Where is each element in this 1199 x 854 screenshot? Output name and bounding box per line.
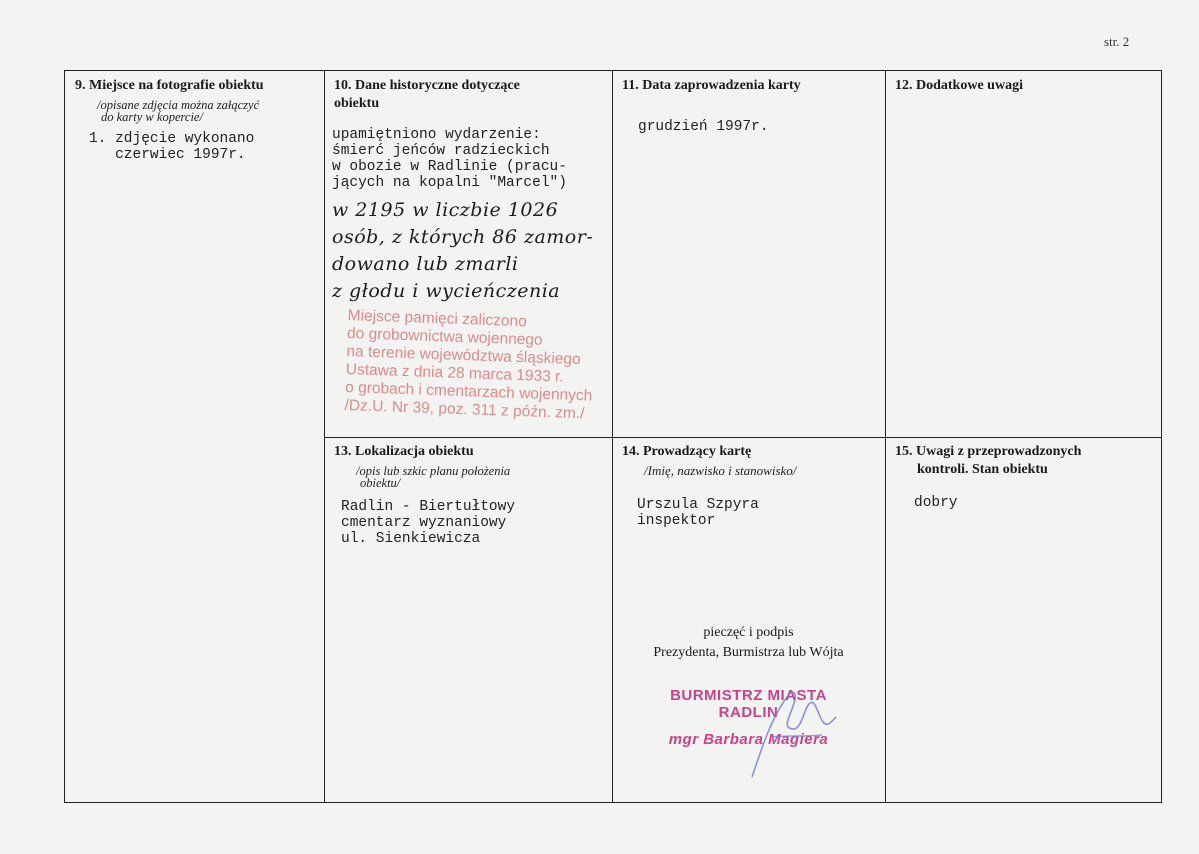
handwritten-signature	[732, 677, 842, 787]
cell-historical-data	[324, 71, 612, 437]
cell-9-subtitle: /opisane zdjęcia można załączyć	[97, 98, 260, 112]
cell-additional-notes	[885, 71, 1161, 437]
cell-15-title: 15. Uwagi z przeprowadzonych	[895, 444, 1082, 459]
cell-13-content: Radlin - Biertułtowy cmentarz wyznaniowy ul. Sienkiewicza	[341, 499, 516, 547]
cell-card-date	[612, 71, 885, 437]
cell-11-title: 11. Data zaprowadzenia karty	[622, 78, 801, 93]
cell-13-subtitle: /opis lub szkic planu położenia	[356, 464, 511, 478]
cell-11-content: grudzień 1997r.	[638, 119, 769, 135]
page-number: str. 2	[1104, 34, 1130, 49]
memorial-stamp: Miejsce pamięci zaliczono do grobownictwa wojennego na terenie województwa śląskiego Ustawa z dnia 28 marca 1933 r. o grobach i cmentarzach wojennych /Dz.U. Nr 39, poz. 311 z późn. zm./	[344, 307, 593, 423]
mayor-stamp-line-3: mgr Barbara Magiera	[668, 731, 829, 748]
mayor-stamp-line-2: RADLIN	[718, 704, 779, 721]
signature-block	[612, 623, 885, 663]
cell-10-content: upamiętniono wydarzenie: śmierć jeńców radzieckich w obozie w Radlinie (pracu- jących na kopalni "Marcel")	[332, 127, 567, 191]
cell-photo	[65, 71, 324, 801]
cell-location	[324, 437, 612, 801]
form-table	[64, 70, 1162, 803]
cell-13-subtitle-2: obiektu/	[360, 476, 401, 490]
cell-12-title: 12. Dodatkowe uwagi	[895, 78, 1023, 93]
cell-10-title: 10. Dane historyczne dotyczące	[334, 78, 520, 93]
cell-15-content: dobry	[914, 495, 958, 511]
cell-14-content: Urszula Szpyra inspektor	[637, 497, 759, 529]
cell-10-title-2: obiektu	[334, 96, 380, 111]
cell-14-title: 14. Prowadzący kartę	[622, 444, 752, 459]
cell-15-title-2: kontroli. Stan obiektu	[917, 462, 1048, 477]
cell-inspection-notes	[885, 437, 1161, 801]
cell-9-subtitle-2: do karty w kopercie/	[101, 110, 203, 124]
cell-14-subtitle: /Imię, nazwisko i stanowisko/	[644, 463, 797, 478]
signature-label: pieczęć i podpis	[703, 625, 794, 640]
signature-label-2: Prezydenta, Burmistrza lub Wójta	[653, 645, 844, 660]
cell-card-keeper	[612, 437, 885, 801]
handwritten-note: w 2195 w liczbie 1026 osób, z których 86 zamor- dowano lub zmarli z głodu i wycieńczenia	[332, 199, 594, 302]
cell-9-title: 9. Miejsce na fotografie obiektu	[75, 78, 264, 93]
cell-9-content: 1. zdjęcie wykonano czerwiec 1997r.	[89, 131, 255, 163]
mayor-stamp-line-1: BURMISTRZ MIASTA	[670, 687, 827, 704]
cell-13-title: 13. Lokalizacja obiektu	[334, 444, 474, 459]
